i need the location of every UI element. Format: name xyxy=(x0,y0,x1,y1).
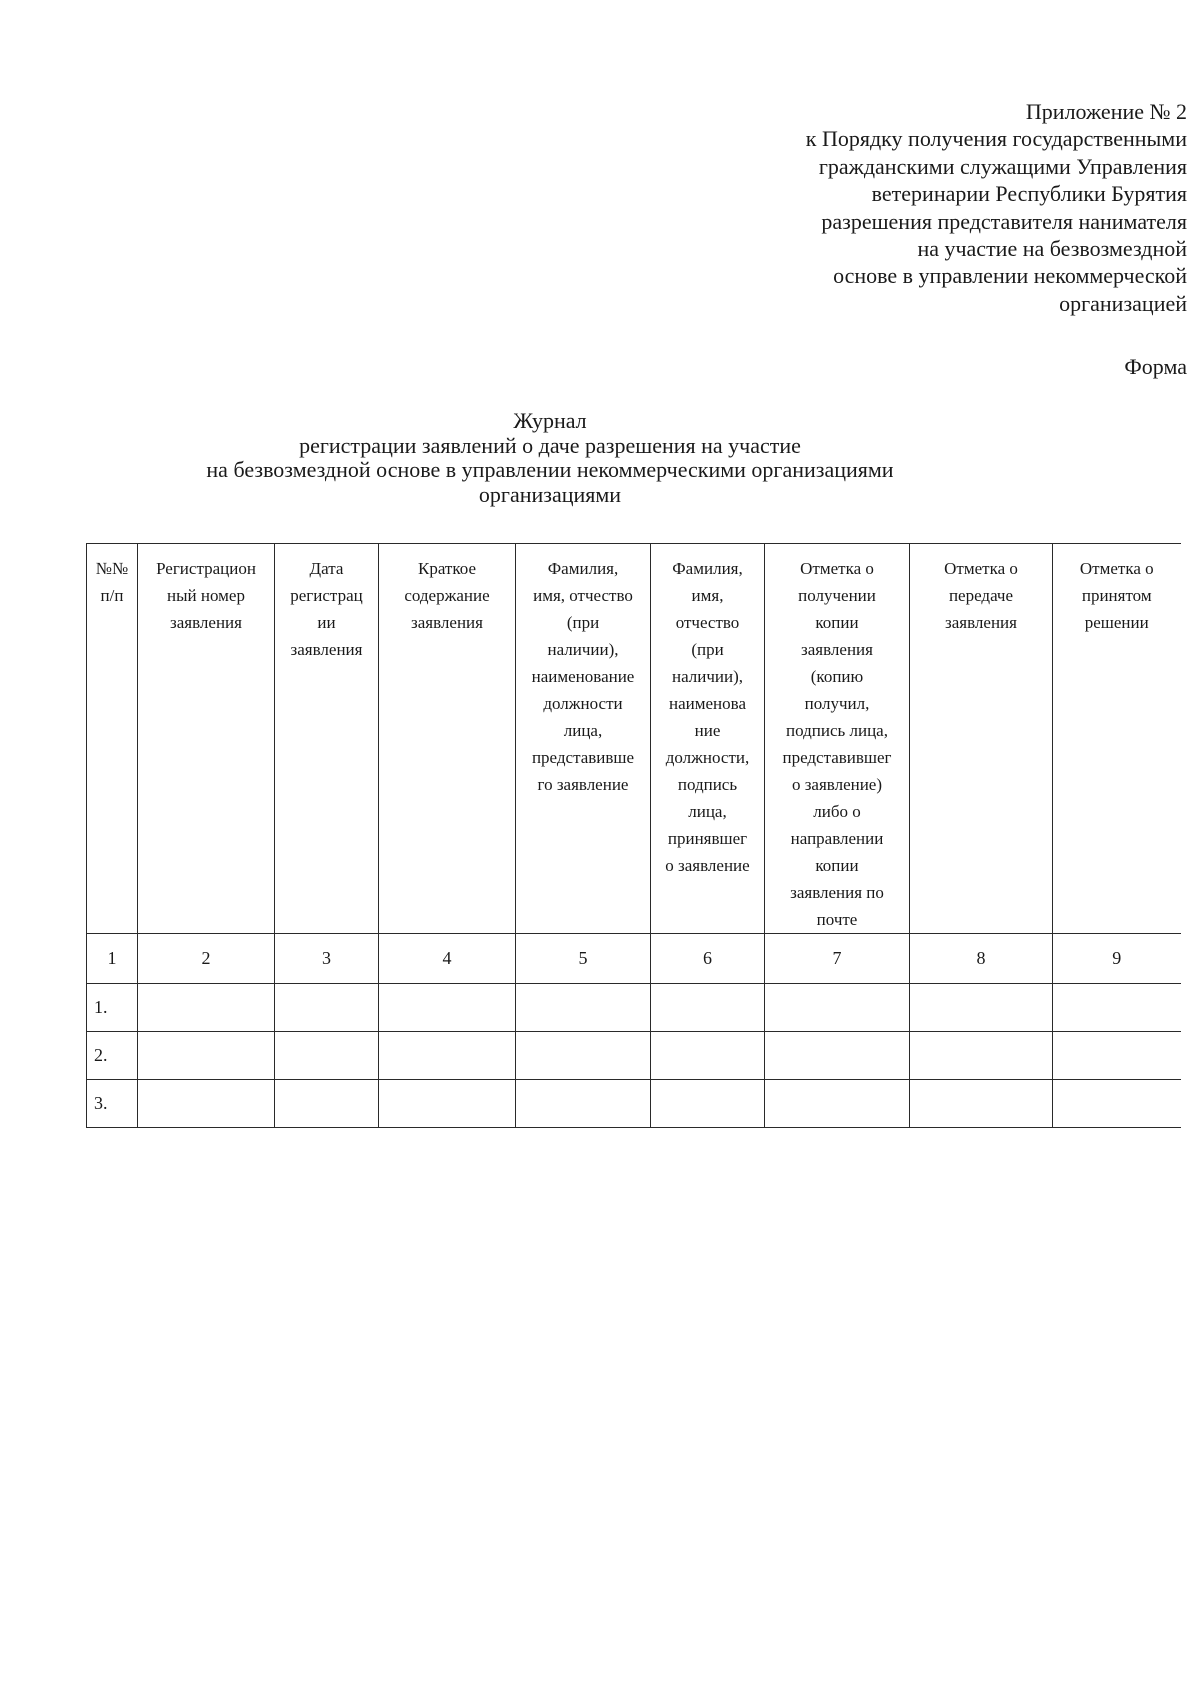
table-cell xyxy=(651,1080,765,1128)
title-line: организациями xyxy=(478,481,622,507)
table-cell xyxy=(910,1080,1053,1128)
column-number-cell: 5 xyxy=(516,934,651,984)
table-cell xyxy=(910,1032,1053,1080)
table-cell xyxy=(651,1032,765,1080)
annex-line: гражданскими служащими Управления xyxy=(818,153,1187,179)
table-cell xyxy=(1053,984,1181,1032)
table-cell xyxy=(516,1032,651,1080)
table-cell xyxy=(765,984,910,1032)
annex-line: на участие на безвозмездной xyxy=(917,236,1187,262)
header-cell-number: №№ п/п xyxy=(87,544,138,934)
table-cell xyxy=(138,984,275,1032)
title-line: на безвозмездной основе в управлении некоммерческими организациями xyxy=(206,457,894,482)
table-cell xyxy=(765,1032,910,1080)
table-row xyxy=(87,1080,1181,1128)
table-row xyxy=(87,1032,1181,1080)
table-row xyxy=(87,984,1181,1032)
annex-line: ветеринарии Республики Бурятия xyxy=(871,181,1187,207)
row-number-cell: 1. xyxy=(87,984,138,1032)
column-number-cell: 3 xyxy=(275,934,379,984)
table-cell xyxy=(275,1080,379,1128)
form-label: Форма xyxy=(1124,354,1187,379)
table-cell xyxy=(1053,1032,1181,1080)
table-cell xyxy=(1053,1080,1181,1128)
table-cell xyxy=(275,1032,379,1080)
column-number-cell: 6 xyxy=(651,934,765,984)
table-cell xyxy=(379,984,516,1032)
table-cell xyxy=(275,984,379,1032)
table-cell xyxy=(651,984,765,1032)
header-cell-registration-number: Регистрацион ный номер заявления xyxy=(138,544,275,934)
annex-line: разрешения представителя нанимателя xyxy=(821,208,1187,234)
table-cell xyxy=(516,1080,651,1128)
header-row xyxy=(87,544,1181,934)
table-cell xyxy=(765,1080,910,1128)
title-line: регистрации заявлений о даче разрешения на участие xyxy=(299,432,801,458)
row-number-cell: 2. xyxy=(87,1032,138,1080)
header-cell-receiver: Фамилия, имя, отчество (при наличии), наименова ние должности, подпись лица, принявшег о заявление xyxy=(651,544,765,934)
column-number-cell: 2 xyxy=(138,934,275,984)
title-line: Журнал xyxy=(513,408,587,433)
header-cell-summary: Краткое содержание заявления xyxy=(379,544,516,934)
annex-line: основе в управлении некоммерческой xyxy=(833,263,1187,289)
column-number-row xyxy=(87,934,1181,984)
header-cell-registration-date: Дата регистрац ии заявления xyxy=(275,544,379,934)
journal-title xyxy=(150,409,950,507)
header-cell-applicant: Фамилия, имя, отчество (при наличии), наименование должности лица, представивше го заявление xyxy=(516,544,651,934)
column-number-cell: 4 xyxy=(379,934,516,984)
annex-block xyxy=(627,98,1187,317)
annex-line: к Порядку получения государственными xyxy=(805,126,1187,152)
column-number-cell: 9 xyxy=(1053,934,1181,984)
table-cell xyxy=(379,1080,516,1128)
table-cell xyxy=(138,1080,275,1128)
header-cell-copy-mark: Отметка о получении копии заявления (копию получил, подпись лица, представившег о заявление) либо о направлении копии заявления по почте xyxy=(765,544,910,934)
annex-line: Приложение № 2 xyxy=(1025,99,1187,124)
column-number-cell: 7 xyxy=(765,934,910,984)
annex-line: организацией xyxy=(1059,290,1187,316)
table-cell xyxy=(910,984,1053,1032)
header-cell-transfer-mark: Отметка о передаче заявления xyxy=(910,544,1053,934)
table-cell xyxy=(138,1032,275,1080)
header-cell-decision-mark: Отметка о принятом решении xyxy=(1053,544,1181,934)
row-number-cell: 3. xyxy=(87,1080,138,1128)
table-cell xyxy=(379,1032,516,1080)
journal-table xyxy=(86,543,1181,1128)
table-cell xyxy=(516,984,651,1032)
column-number-cell: 8 xyxy=(910,934,1053,984)
column-number-cell: 1 xyxy=(87,934,138,984)
